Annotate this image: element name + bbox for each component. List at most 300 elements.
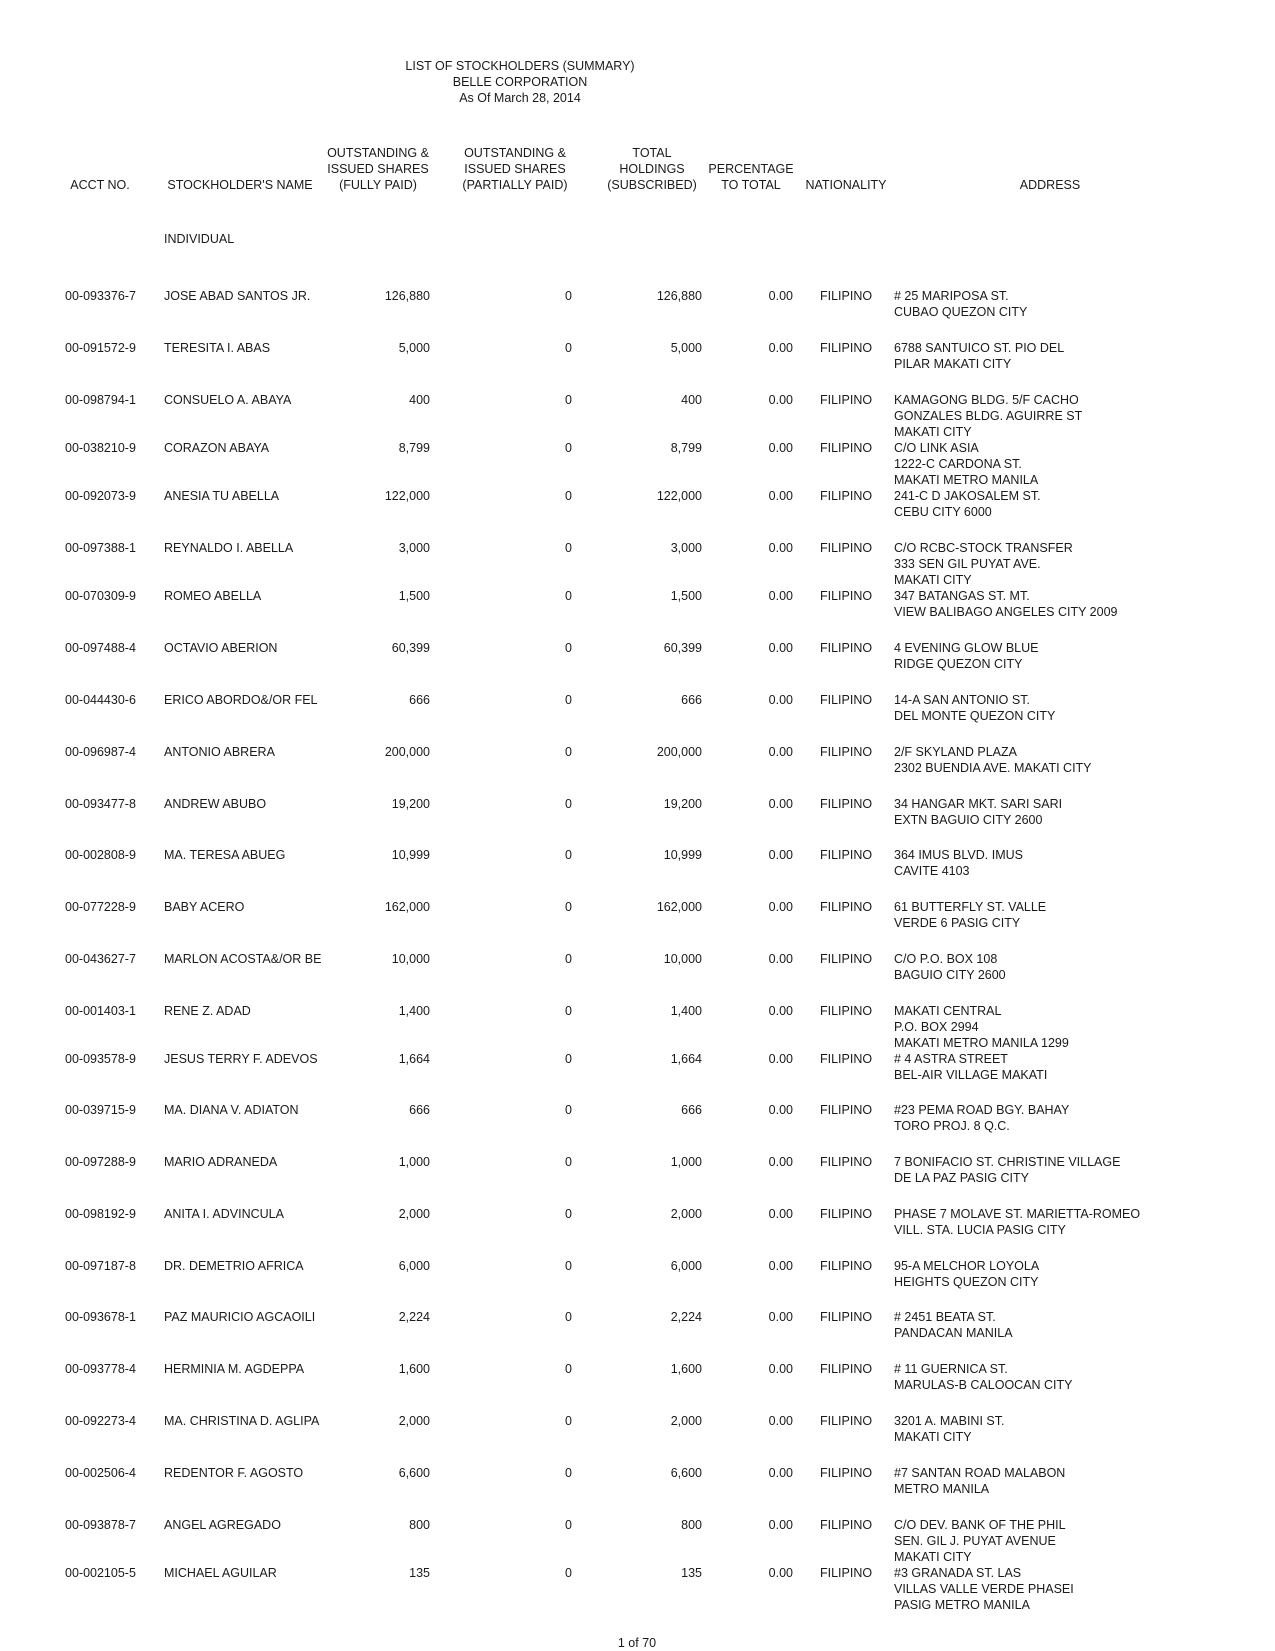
header-line: OUTSTANDING & xyxy=(464,146,566,160)
account-number: 00-097187-8 xyxy=(65,1259,136,1273)
address-line: MAKATI CITY xyxy=(894,1430,972,1444)
address-line: 14-A SAN ANTONIO ST. xyxy=(894,693,1030,707)
address xyxy=(894,540,1073,588)
percentage: 0.00 xyxy=(768,1052,793,1066)
address-line: # 11 GUERNICA ST. xyxy=(894,1362,1008,1376)
address-line: 4 EVENING GLOW BLUE xyxy=(894,641,1039,655)
table-row xyxy=(0,1465,1275,1496)
table-row xyxy=(0,1051,1275,1082)
address-line: PASIG METRO MANILA xyxy=(894,1598,1030,1612)
table-row xyxy=(0,488,1275,519)
address xyxy=(894,1003,1069,1051)
percentage: 0.00 xyxy=(768,489,793,503)
nationality: FILIPINO xyxy=(820,1310,873,1324)
total-holdings: 10,999 xyxy=(663,848,702,862)
account-number: 00-093376-7 xyxy=(65,289,136,303)
page-number: 1 of 70 xyxy=(617,1636,657,1650)
fully-paid-shares: 1,400 xyxy=(398,1004,430,1018)
nationality: FILIPINO xyxy=(820,1052,873,1066)
total-holdings: 666 xyxy=(681,1103,702,1117)
address-line: MAKATI CENTRAL xyxy=(894,1004,1002,1018)
percentage: 0.00 xyxy=(768,441,793,455)
percentage: 0.00 xyxy=(768,1207,793,1221)
table-row xyxy=(0,1206,1275,1237)
percentage: 0.00 xyxy=(768,745,793,759)
address-line: PILAR MAKATI CITY xyxy=(894,357,1012,371)
percentage: 0.00 xyxy=(768,797,793,811)
nationality: FILIPINO xyxy=(820,541,873,555)
stockholder-name: OCTAVIO ABERION xyxy=(164,641,278,655)
header-line: ISSUED SHARES xyxy=(464,162,566,176)
total-holdings: 122,000 xyxy=(656,489,702,503)
fully-paid-shares: 3,000 xyxy=(398,541,430,555)
header-line: PERCENTAGE xyxy=(708,162,794,176)
account-number: 00-001403-1 xyxy=(65,1004,136,1018)
table-row xyxy=(0,1309,1275,1340)
account-number: 00-097488-4 xyxy=(65,641,136,655)
address xyxy=(894,1206,1140,1238)
fully-paid-shares: 126,880 xyxy=(384,289,430,303)
total-holdings: 1,500 xyxy=(670,589,702,603)
header-line: NATIONALITY xyxy=(805,178,887,192)
percentage: 0.00 xyxy=(768,693,793,707)
percentage: 0.00 xyxy=(768,589,793,603)
address-line: C/O RCBC-STOCK TRANSFER xyxy=(894,541,1073,555)
fully-paid-shares: 6,600 xyxy=(398,1466,430,1480)
nationality: FILIPINO xyxy=(820,1207,873,1221)
total-holdings: 200,000 xyxy=(656,745,702,759)
total-holdings: 60,399 xyxy=(663,641,702,655)
stockholder-name: MA. CHRISTINA D. AGLIPA xyxy=(164,1414,320,1428)
table-row xyxy=(0,1565,1275,1612)
table-row xyxy=(0,440,1275,487)
percentage: 0.00 xyxy=(768,1518,793,1532)
stockholder-name: ANTONIO ABRERA xyxy=(164,745,275,759)
table-row xyxy=(0,1517,1275,1564)
partially-paid-shares: 0 xyxy=(565,489,572,503)
nationality: FILIPINO xyxy=(820,1004,873,1018)
stockholder-name: HERMINIA M. AGDEPPA xyxy=(164,1362,305,1376)
total-holdings: 135 xyxy=(681,1566,702,1580)
address-line: 347 BATANGAS ST. MT. xyxy=(894,589,1030,603)
partially-paid-shares: 0 xyxy=(565,1207,572,1221)
fully-paid-shares: 200,000 xyxy=(384,745,430,759)
total-holdings: 1,000 xyxy=(670,1155,702,1169)
percentage: 0.00 xyxy=(768,1310,793,1324)
stockholder-name: CONSUELO A. ABAYA xyxy=(164,393,292,407)
partially-paid-shares: 0 xyxy=(565,745,572,759)
fully-paid-shares: 800 xyxy=(409,1518,430,1532)
header-total xyxy=(600,143,704,193)
address-line: #7 SANTAN ROAD MALABON xyxy=(894,1466,1066,1480)
address-line: MAKATI CITY xyxy=(894,573,972,587)
address-line: CEBU CITY 6000 xyxy=(894,505,992,519)
nationality: FILIPINO xyxy=(820,1466,873,1480)
account-number: 00-096987-4 xyxy=(65,745,136,759)
stockholder-name: RENE Z. ADAD xyxy=(164,1004,251,1018)
percentage: 0.00 xyxy=(768,1004,793,1018)
total-holdings: 400 xyxy=(681,393,702,407)
total-holdings: 1,400 xyxy=(670,1004,702,1018)
stockholder-name: ERICO ABORDO&/OR FEL xyxy=(164,693,318,707)
stockholder-name: REYNALDO I. ABELLA xyxy=(164,541,294,555)
account-number: 00-092273-4 xyxy=(65,1414,136,1428)
account-number: 00-044430-6 xyxy=(65,693,136,707)
header-line: ADDRESS xyxy=(1019,178,1081,192)
account-number: 00-093778-4 xyxy=(65,1362,136,1376)
address-line: PANDACAN MANILA xyxy=(894,1326,1013,1340)
header-line: OUTSTANDING & xyxy=(327,146,429,160)
nationality: FILIPINO xyxy=(820,745,873,759)
total-holdings: 666 xyxy=(681,693,702,707)
address-line: # 25 MARIPOSA ST. xyxy=(894,289,1009,303)
partially-paid-shares: 0 xyxy=(565,1362,572,1376)
address-line: PHASE 7 MOLAVE ST. MARIETTA-ROMEO xyxy=(894,1207,1141,1221)
table-row xyxy=(0,392,1275,439)
total-holdings: 6,600 xyxy=(670,1466,702,1480)
address-line: C/O LINK ASIA xyxy=(894,441,979,455)
address-line: KAMAGONG BLDG. 5/F CACHO xyxy=(894,393,1079,407)
nationality: FILIPINO xyxy=(820,589,873,603)
header-partially-paid xyxy=(450,143,580,193)
address xyxy=(894,744,1092,776)
stockholder-name: ANDREW ABUBO xyxy=(164,797,267,811)
address xyxy=(894,392,1082,440)
address-line: 34 HANGAR MKT. SARI SARI xyxy=(894,797,1063,811)
header-line: HOLDINGS xyxy=(619,162,685,176)
table-row xyxy=(0,951,1275,982)
table-row xyxy=(0,588,1275,619)
header-percentage xyxy=(706,143,796,193)
address-line: C/O P.O. BOX 108 xyxy=(894,952,998,966)
percentage: 0.00 xyxy=(768,848,793,862)
table-row xyxy=(0,340,1275,371)
partially-paid-shares: 0 xyxy=(565,1414,572,1428)
address-line: # 4 ASTRA STREET xyxy=(894,1052,1008,1066)
account-number: 00-077228-9 xyxy=(65,900,136,914)
table-row xyxy=(0,1361,1275,1392)
percentage: 0.00 xyxy=(768,1566,793,1580)
stockholder-name: ANGEL AGREGADO xyxy=(164,1518,281,1532)
account-number: 00-043627-7 xyxy=(65,952,136,966)
fully-paid-shares: 8,799 xyxy=(398,441,430,455)
address-line: GONZALES BLDG. AGUIRRE ST xyxy=(894,409,1083,423)
address xyxy=(894,1465,1065,1497)
nationality: FILIPINO xyxy=(820,1155,873,1169)
percentage: 0.00 xyxy=(768,1414,793,1428)
address xyxy=(894,1258,1039,1290)
nationality: FILIPINO xyxy=(820,693,873,707)
stockholder-name: TERESITA I. ABAS xyxy=(164,341,271,355)
stockholder-name: JOSE ABAD SANTOS JR. xyxy=(164,289,311,303)
stockholder-name: MARLON ACOSTA&/OR BE xyxy=(164,952,322,966)
header-line: (FULLY PAID) xyxy=(339,178,417,192)
percentage: 0.00 xyxy=(768,641,793,655)
account-number: 00-093578-9 xyxy=(65,1052,136,1066)
stockholder-name: MARIO ADRANEDA xyxy=(164,1155,278,1169)
address xyxy=(894,899,1046,931)
fully-paid-shares: 162,000 xyxy=(384,900,430,914)
address xyxy=(894,1154,1120,1186)
partially-paid-shares: 0 xyxy=(565,289,572,303)
percentage: 0.00 xyxy=(768,393,793,407)
address-line: MAKATI METRO MANILA 1299 xyxy=(894,1036,1069,1050)
fully-paid-shares: 2,000 xyxy=(398,1414,430,1428)
total-holdings: 1,664 xyxy=(670,1052,702,1066)
total-holdings: 10,000 xyxy=(663,952,702,966)
total-holdings: 19,200 xyxy=(663,797,702,811)
fully-paid-shares: 2,224 xyxy=(398,1310,430,1324)
stockholder-name: PAZ MAURICIO AGCAOILI xyxy=(164,1310,316,1324)
total-holdings: 6,000 xyxy=(670,1259,702,1273)
address-line: 2/F SKYLAND PLAZA xyxy=(894,745,1017,759)
partially-paid-shares: 0 xyxy=(565,1259,572,1273)
address-line: #3 GRANADA ST. LAS xyxy=(894,1566,1022,1580)
stockholder-name: MA. TERESA ABUEG xyxy=(164,848,286,862)
partially-paid-shares: 0 xyxy=(565,393,572,407)
account-number: 00-070309-9 xyxy=(65,589,136,603)
address xyxy=(894,796,1062,828)
company-name: BELLE CORPORATION xyxy=(452,75,588,89)
address-line: MARULAS-B CALOOCAN CITY xyxy=(894,1378,1073,1392)
address-line: 333 SEN GIL PUYAT AVE. xyxy=(894,557,1041,571)
partially-paid-shares: 0 xyxy=(565,797,572,811)
nationality: FILIPINO xyxy=(820,900,873,914)
report-date: As Of March 28, 2014 xyxy=(459,91,581,105)
percentage: 0.00 xyxy=(768,1103,793,1117)
address xyxy=(894,1413,1004,1445)
address-line: CUBAO QUEZON CITY xyxy=(894,305,1028,319)
nationality: FILIPINO xyxy=(820,641,873,655)
header-acct xyxy=(60,143,140,193)
address-line: EXTN BAGUIO CITY 2600 xyxy=(894,813,1043,827)
category-label: INDIVIDUAL xyxy=(164,232,235,246)
address-line: RIDGE QUEZON CITY xyxy=(894,657,1023,671)
stockholder-name: MA. DIANA V. ADIATON xyxy=(164,1103,299,1117)
percentage: 0.00 xyxy=(768,341,793,355)
fully-paid-shares: 10,000 xyxy=(391,952,430,966)
nationality: FILIPINO xyxy=(820,1362,873,1376)
total-holdings: 3,000 xyxy=(670,541,702,555)
percentage: 0.00 xyxy=(768,541,793,555)
table-row xyxy=(0,692,1275,723)
stockholder-name: CORAZON ABAYA xyxy=(164,441,270,455)
address-line: DEL MONTE QUEZON CITY xyxy=(894,709,1056,723)
address-line: 3201 A. MABINI ST. xyxy=(894,1414,1005,1428)
partially-paid-shares: 0 xyxy=(565,1310,572,1324)
total-holdings: 1,600 xyxy=(670,1362,702,1376)
stockholder-name: ANITA I. ADVINCULA xyxy=(164,1207,284,1221)
nationality: FILIPINO xyxy=(820,1414,873,1428)
address xyxy=(894,488,1041,520)
address-line: METRO MANILA xyxy=(894,1482,990,1496)
total-holdings: 2,224 xyxy=(670,1310,702,1324)
address-line: 7 BONIFACIO ST. CHRISTINE VILLAGE xyxy=(894,1155,1121,1169)
address-line: 61 BUTTERFLY ST. VALLE xyxy=(894,900,1047,914)
table-row xyxy=(0,899,1275,930)
address-line: 6788 SANTUICO ST. PIO DEL xyxy=(894,341,1065,355)
partially-paid-shares: 0 xyxy=(565,1052,572,1066)
partially-paid-shares: 0 xyxy=(565,541,572,555)
address xyxy=(894,692,1055,724)
fully-paid-shares: 2,000 xyxy=(398,1207,430,1221)
total-holdings: 8,799 xyxy=(670,441,702,455)
nationality: FILIPINO xyxy=(820,1566,873,1580)
report-title: LIST OF STOCKHOLDERS (SUMMARY) xyxy=(405,59,635,73)
table-row xyxy=(0,288,1275,319)
fully-paid-shares: 400 xyxy=(409,393,430,407)
address-line: 2302 BUENDIA AVE. MAKATI CITY xyxy=(894,761,1092,775)
address-line: TORO PROJ. 8 Q.C. xyxy=(894,1119,1010,1133)
account-number: 00-002808-9 xyxy=(65,848,136,862)
address-line: VILLAS VALLE VERDE PHASEI xyxy=(894,1582,1074,1596)
fully-paid-shares: 60,399 xyxy=(391,641,430,655)
account-number: 00-002506-4 xyxy=(65,1466,136,1480)
address-line: HEIGHTS QUEZON CITY xyxy=(894,1275,1039,1289)
address xyxy=(894,1361,1073,1393)
header-line: TO TOTAL xyxy=(721,178,781,192)
account-number: 00-097388-1 xyxy=(65,541,136,555)
nationality: FILIPINO xyxy=(820,1259,873,1273)
address-line: C/O DEV. BANK OF THE PHIL xyxy=(894,1518,1066,1532)
fully-paid-shares: 666 xyxy=(409,1103,430,1117)
partially-paid-shares: 0 xyxy=(565,441,572,455)
address-line: MAKATI METRO MANILA xyxy=(894,473,1039,487)
total-holdings: 2,000 xyxy=(670,1414,702,1428)
header-name xyxy=(160,143,320,193)
table-row xyxy=(0,1003,1275,1050)
header-line: (PARTIALLY PAID) xyxy=(462,178,568,192)
header-line: (SUBSCRIBED) xyxy=(607,178,697,192)
address-line: BAGUIO CITY 2600 xyxy=(894,968,1006,982)
partially-paid-shares: 0 xyxy=(565,693,572,707)
partially-paid-shares: 0 xyxy=(565,1103,572,1117)
header-line: TOTAL xyxy=(632,146,672,160)
table-row xyxy=(0,847,1275,878)
address-line: 1222-C CARDONA ST. xyxy=(894,457,1022,471)
account-number: 00-097288-9 xyxy=(65,1155,136,1169)
address-line: MAKATI CITY xyxy=(894,425,972,439)
address xyxy=(894,288,1027,320)
nationality: FILIPINO xyxy=(820,341,873,355)
address xyxy=(894,1517,1066,1565)
partially-paid-shares: 0 xyxy=(565,1518,572,1532)
address-line: #23 PEMA ROAD BGY. BAHAY xyxy=(894,1103,1070,1117)
fully-paid-shares: 1,000 xyxy=(398,1155,430,1169)
fully-paid-shares: 135 xyxy=(409,1566,430,1580)
partially-paid-shares: 0 xyxy=(565,641,572,655)
percentage: 0.00 xyxy=(768,1362,793,1376)
percentage: 0.00 xyxy=(768,1155,793,1169)
address-line: VILL. STA. LUCIA PASIG CITY xyxy=(894,1223,1066,1237)
nationality: FILIPINO xyxy=(820,489,873,503)
account-number: 00-093878-7 xyxy=(65,1518,136,1532)
address-line: BEL-AIR VILLAGE MAKATI xyxy=(894,1068,1048,1082)
partially-paid-shares: 0 xyxy=(565,952,572,966)
stockholder-name: JESUS TERRY F. ADEVOS xyxy=(164,1052,318,1066)
nationality: FILIPINO xyxy=(820,289,873,303)
address-line: VIEW BALIBAGO ANGELES CITY 2009 xyxy=(894,605,1118,619)
account-number: 00-098794-1 xyxy=(65,393,136,407)
address xyxy=(894,847,1023,879)
address-line: SEN. GIL J. PUYAT AVENUE xyxy=(894,1534,1056,1548)
partially-paid-shares: 0 xyxy=(565,589,572,603)
partially-paid-shares: 0 xyxy=(565,848,572,862)
address-line: # 2451 BEATA ST. xyxy=(894,1310,996,1324)
total-holdings: 800 xyxy=(681,1518,702,1532)
nationality: FILIPINO xyxy=(820,952,873,966)
table-row xyxy=(0,744,1275,775)
address xyxy=(894,1051,1047,1083)
partially-paid-shares: 0 xyxy=(565,1155,572,1169)
address xyxy=(894,588,1117,620)
table-row xyxy=(0,1258,1275,1289)
address xyxy=(894,1565,1074,1613)
nationality: FILIPINO xyxy=(820,1103,873,1117)
address xyxy=(894,1102,1069,1134)
nationality: FILIPINO xyxy=(820,1518,873,1532)
account-number: 00-093477-8 xyxy=(65,797,136,811)
nationality: FILIPINO xyxy=(820,848,873,862)
header-fully-paid xyxy=(322,143,434,193)
table-row xyxy=(0,1413,1275,1444)
address-line: 241-C D JAKOSALEM ST. xyxy=(894,489,1041,503)
account-number: 00-002105-5 xyxy=(65,1566,136,1580)
nationality: FILIPINO xyxy=(820,393,873,407)
percentage: 0.00 xyxy=(768,900,793,914)
stockholder-name: ANESIA TU ABELLA xyxy=(164,489,280,503)
address xyxy=(894,640,1038,672)
percentage: 0.00 xyxy=(768,1259,793,1273)
account-number: 00-039715-9 xyxy=(65,1103,136,1117)
address-line: 364 IMUS BLVD. IMUS xyxy=(894,848,1023,862)
address xyxy=(894,951,1006,983)
table-row xyxy=(0,540,1275,587)
total-holdings: 5,000 xyxy=(670,341,702,355)
table-row xyxy=(0,1154,1275,1185)
percentage: 0.00 xyxy=(768,289,793,303)
stockholder-name: REDENTOR F. AGOSTO xyxy=(164,1466,304,1480)
partially-paid-shares: 0 xyxy=(565,341,572,355)
header-line: STOCKHOLDER'S NAME xyxy=(167,178,313,192)
fully-paid-shares: 1,500 xyxy=(398,589,430,603)
header-line: ACCT NO. xyxy=(70,178,130,192)
address-line: P.O. BOX 2994 xyxy=(894,1020,979,1034)
total-holdings: 2,000 xyxy=(670,1207,702,1221)
account-number: 00-098192-9 xyxy=(65,1207,136,1221)
address xyxy=(894,440,1038,488)
address xyxy=(894,340,1064,372)
address-line: VERDE 6 PASIG CITY xyxy=(894,916,1021,930)
account-number: 00-038210-9 xyxy=(65,441,136,455)
stockholder-name: DR. DEMETRIO AFRICA xyxy=(164,1259,304,1273)
partially-paid-shares: 0 xyxy=(565,1466,572,1480)
table-row xyxy=(0,640,1275,671)
account-number: 00-093678-1 xyxy=(65,1310,136,1324)
fully-paid-shares: 19,200 xyxy=(391,797,430,811)
partially-paid-shares: 0 xyxy=(565,1566,572,1580)
fully-paid-shares: 122,000 xyxy=(384,489,430,503)
address-line: 95-A MELCHOR LOYOLA xyxy=(894,1259,1040,1273)
fully-paid-shares: 5,000 xyxy=(398,341,430,355)
total-holdings: 126,880 xyxy=(656,289,702,303)
address-line: MAKATI CITY xyxy=(894,1550,972,1564)
address xyxy=(894,1309,1013,1341)
account-number: 00-092073-9 xyxy=(65,489,136,503)
fully-paid-shares: 1,600 xyxy=(398,1362,430,1376)
stockholder-name: MICHAEL AGUILAR xyxy=(164,1566,277,1580)
account-number: 00-091572-9 xyxy=(65,341,136,355)
